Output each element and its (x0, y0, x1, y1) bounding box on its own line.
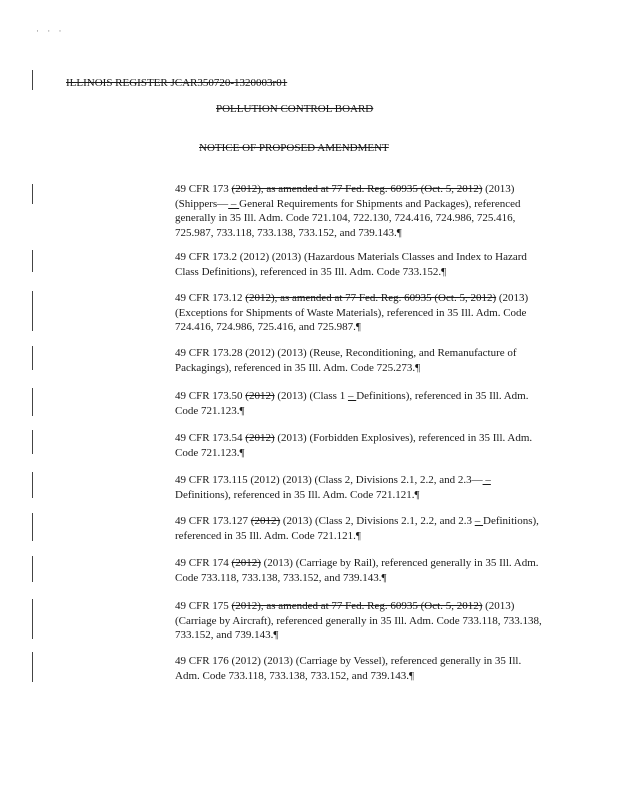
entry-text: (2013) (Shippers— (175, 183, 515, 210)
entry-text: 49 CFR 173.28 (2012) (2013) (Reuse, Reconditioning, and Remanufacture of Packagings), referenced in 35 Ill. Adm. Code 725.273.¶ (175, 347, 517, 374)
entry-text: 49 CFR 173.115 (2012) (2013) (Class 2, Divisions 2.1, 2.2, and 2.3— (175, 474, 483, 486)
change-bar (32, 346, 33, 370)
inserted-text: – (482, 474, 491, 486)
entry-49cfr176 (175, 654, 547, 683)
change-bar (32, 250, 33, 272)
entry-text: (2013) (Class 2, Divisions 2.1, 2.2, and 2.3 (280, 515, 475, 527)
inserted-text: – (474, 515, 484, 527)
entry-49cfr173-54 (175, 431, 547, 460)
entry-49cfr173 (175, 182, 547, 240)
deleted-text: (2012) (245, 390, 275, 402)
board-header: POLLUTION CONTROL BOARD (216, 103, 374, 115)
deleted-text: (2012) (250, 515, 281, 527)
change-bar (32, 184, 33, 204)
entry-text: (2013) (Carriage by Rail), referenced generally in 35 Ill. Adm. Code 733.118, 733.138, 733.152, and 739.143.¶ (175, 557, 539, 584)
entry-49cfr173-28 (175, 346, 547, 375)
deleted-text: (2012) (231, 557, 261, 569)
deleted-text: (2012) (245, 432, 275, 444)
entry-49cfr173-115 (175, 473, 547, 502)
entry-text: 49 CFR 173.12 (175, 292, 246, 304)
change-bar (32, 652, 33, 682)
change-bar (32, 556, 33, 582)
entry-text: (2013) (Carriage by Aircraft), referenced generally in 35 Ill. Adm. Code 733.118, 733.138, 733.152, and 739.143.¶ (175, 600, 542, 641)
entry-text: 49 CFR 174 (175, 557, 232, 569)
entry-text: Definitions), referenced in 35 Ill. Adm. Code 721.121.¶ (175, 488, 420, 501)
change-bar (32, 599, 33, 639)
entry-text: (2013) (Exceptions for Shipments of Waste Materials), referenced in 35 Ill. Adm. Code 724.416, 724.986, 725.416, and 725.987.¶ (175, 292, 529, 333)
entry-text: General Requirements for Shipments and Packages), referenced generally in 35 Ill. Adm. Code 721.104, 722.130, 724.416, 724.986, 725.416, 725.987, 733.118, 733.138, 733.152, and 739.143.¶ (175, 197, 521, 239)
entry-49cfr173-127 (175, 514, 547, 543)
change-bar (32, 291, 33, 331)
deleted-text: (2012), as amended at 77 Fed. Reg. 60935 (Oct. 5, 2012) (245, 292, 497, 304)
entry-49cfr175 (175, 599, 547, 643)
entry-49cfr173-50 (175, 389, 547, 418)
change-bar (32, 430, 33, 454)
deleted-text: (2012), as amended at 77 Fed. Reg. 60935 (Oct. 5, 2012) (231, 600, 483, 612)
entry-49cfr173-12 (175, 291, 547, 335)
register-header: ILLINOIS REGISTER JCAR350720-1320003r01 (66, 77, 288, 89)
notice-header: NOTICE OF PROPOSED AMENDMENT (199, 142, 389, 154)
inserted-text: – (228, 197, 240, 210)
entry-text: 49 CFR 173 (175, 183, 232, 195)
entry-text: 49 CFR 173.2 (2012) (2013) (Hazardous Materials Classes and Index to Hazard Class Definitions), referenced in 35 Ill. Adm. Code 733.152.¶ (175, 251, 527, 278)
deleted-text: (2012), as amended at 77 Fed. Reg. 60935 (Oct. 5, 2012) (231, 183, 483, 195)
entry-text: (2013) (Class 1 (274, 390, 348, 402)
change-bar (32, 70, 33, 90)
entry-text: Definitions), referenced in 35 Ill. Adm. Code 721.123.¶ (175, 390, 529, 417)
entry-text: 49 CFR 175 (175, 600, 232, 612)
entry-text: 49 CFR 176 (2012) (2013) (Carriage by Vessel), referenced generally in 35 Ill. Adm. Code 733.118, 733.138, 733.152, and 739.143.¶ (175, 655, 522, 682)
entry-text: 49 CFR 173.54 (175, 432, 246, 444)
corner-mark: · · · (36, 26, 65, 36)
entry-text: 49 CFR 173.50 (175, 390, 246, 402)
entry-49cfr174 (175, 556, 547, 585)
change-bar (32, 513, 33, 541)
inserted-text: – (347, 390, 357, 402)
entry-text: 49 CFR 173.127 (175, 515, 251, 527)
entry-text: (2013) (Forbidden Explosives), referenced in 35 Ill. Adm. Code 721.123.¶ (175, 432, 533, 459)
entry-text: Definitions), referenced in 35 Ill. Adm. Code 721.121.¶ (175, 515, 539, 542)
entry-49cfr173-2 (175, 250, 547, 279)
change-bar (32, 388, 33, 416)
change-bar (32, 472, 33, 498)
